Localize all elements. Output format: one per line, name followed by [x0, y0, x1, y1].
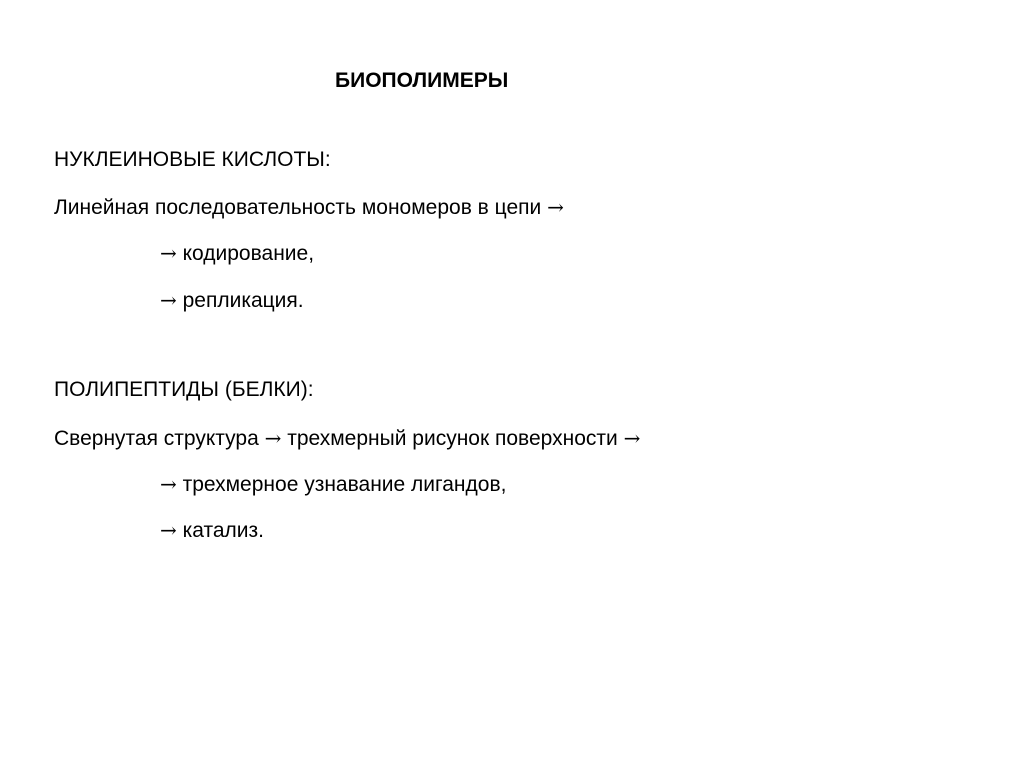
arrow-icon: →: [160, 472, 177, 496]
proteins-result-catalysis-text: катализ.: [182, 519, 264, 542]
proteins-description-part1: Свернутая структура: [54, 427, 259, 450]
arrow-icon: →: [264, 426, 282, 450]
proteins-description: [54, 423, 640, 454]
proteins-heading: ПОЛИПЕПТИДЫ (БЕЛКИ):: [54, 378, 314, 401]
nucleic-acids-result-coding-text: кодирование,: [182, 242, 315, 265]
nucleic-acids-description-text: Линейная последовательность мономеров в цепи: [54, 196, 542, 219]
proteins-result-recognition: [160, 469, 506, 500]
arrow-icon: →: [160, 241, 177, 265]
arrow-icon: →: [547, 195, 564, 219]
arrow-icon: →: [623, 426, 641, 450]
proteins-result-recognition-text: трехмерное узнавание лигандов,: [182, 473, 507, 496]
slide-title: БИОПОЛИМЕРЫ: [335, 69, 509, 92]
nucleic-acids-result-replication-text: репликация.: [182, 289, 304, 312]
arrow-icon: →: [160, 518, 177, 542]
nucleic-acids-description: [54, 192, 564, 223]
nucleic-acids-heading: НУКЛЕИНОВЫЕ КИСЛОТЫ:: [54, 148, 331, 171]
proteins-result-catalysis: [160, 515, 264, 546]
arrow-icon: →: [160, 288, 177, 312]
nucleic-acids-result-replication: [160, 285, 304, 316]
nucleic-acids-result-coding: [160, 238, 314, 269]
proteins-description-part2: трехмерный рисунок поверхности: [287, 427, 618, 450]
